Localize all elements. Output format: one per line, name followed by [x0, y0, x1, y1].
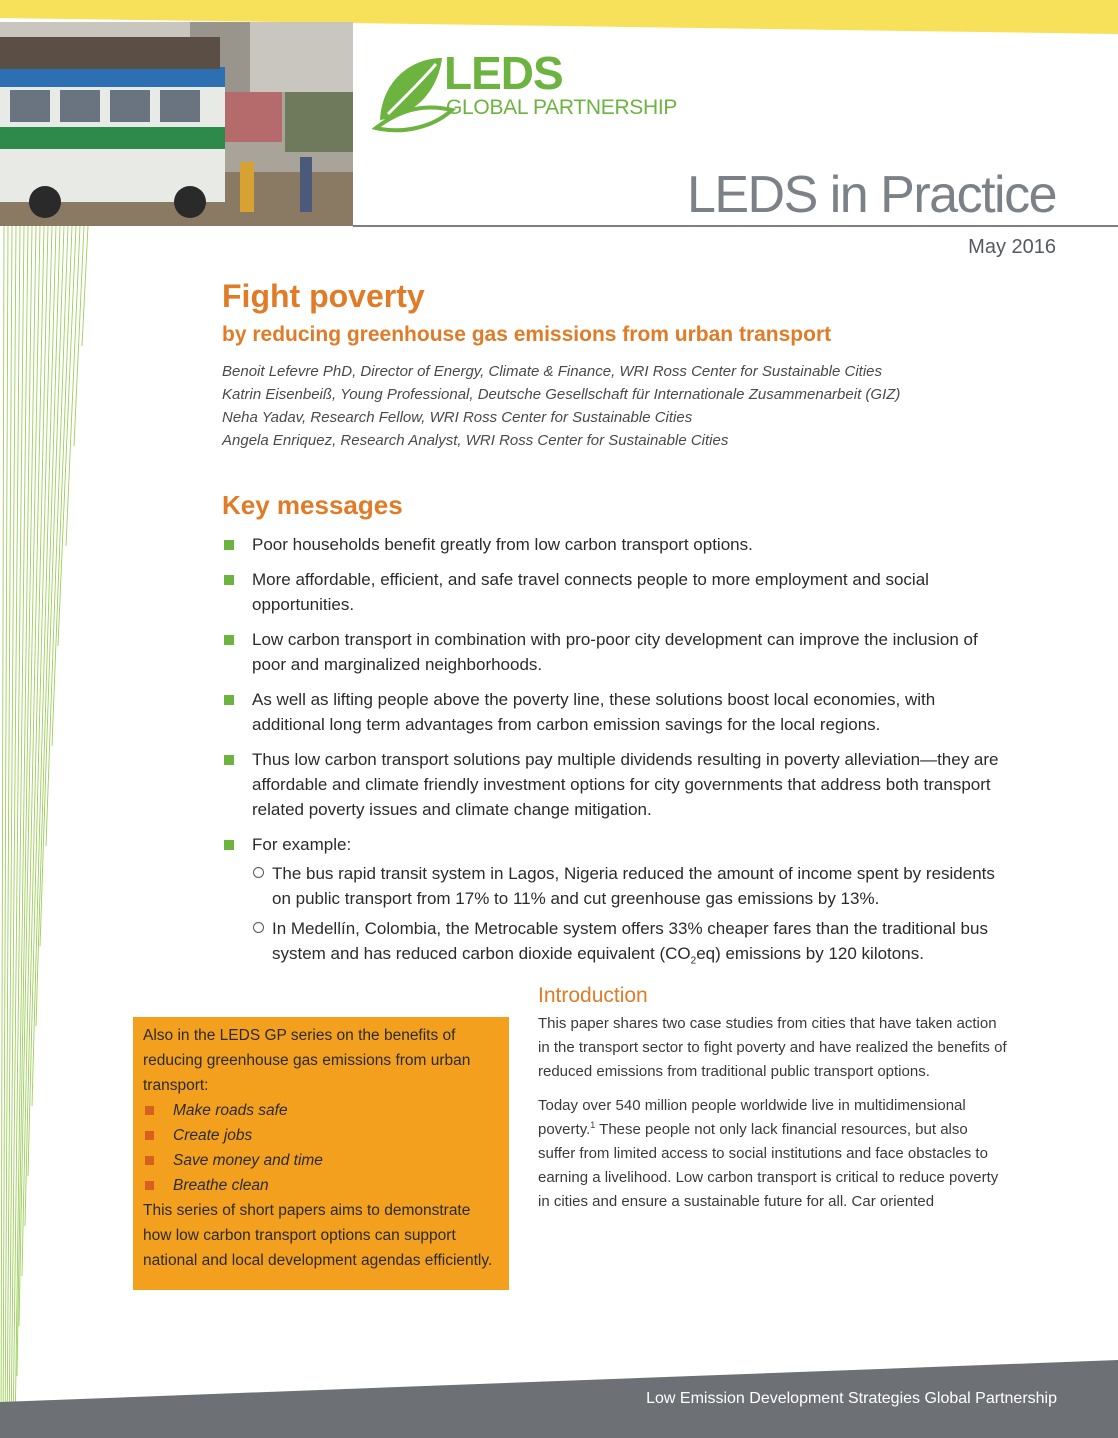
list-item: As well as lifting people above the poverty line, these solutions boost local economies, with additional long term advantages from carbon emission savings for the local regions.: [222, 687, 1012, 737]
orange-bullet-icon: [145, 1131, 154, 1140]
green-bullet-icon: [224, 635, 234, 645]
author-line: Katrin Eisenbeiß, Young Professional, Deutsche Gesellschaft für Internationale Zusammenarbeit (GIZ): [222, 386, 901, 403]
logo-subtitle: GLOBAL PARTNERSHIP: [446, 96, 678, 119]
circle-bullet-icon: [253, 922, 264, 933]
author-line: Neha Yadav, Research Fellow, WRI Ross Center for Sustainable Cities: [222, 409, 693, 426]
author-line: Angela Enriquez, Research Analyst, WRI Ross Center for Sustainable Cities: [222, 432, 729, 449]
logo-wordmark: LEDS: [444, 47, 563, 99]
example-item-lagos: The bus rapid transit system in Lagos, Nigeria reduced the amount of income spent by residents on public transport from 17% to 11% and cut greenhouse gas emissions by 13%.: [222, 861, 1012, 911]
introduction-heading: Introduction: [538, 984, 648, 1007]
list-item: Thus low carbon transport solutions pay multiple dividends resulting in poverty alleviation—they are affordable and climate friendly investment options for city governments that address both transport related poverty issues and climate change mitigation.: [222, 747, 1012, 822]
author-line: Benoit Lefevre PhD, Director of Energy, Climate & Finance, WRI Ross Center for Sustainable Cities: [222, 363, 882, 380]
introduction-body: [538, 1012, 1008, 1224]
list-item: More affordable, efficient, and safe travel connects people to more employment and social opportunities.: [222, 567, 1012, 617]
circle-bullet-icon: [253, 867, 264, 878]
series-callout-box: [133, 1017, 509, 1290]
key-messages-list: [222, 532, 1012, 971]
author-list: [222, 360, 900, 452]
list-item: Low carbon transport in combination with pro-poor city development can improve the inclusion of poor and marginalized neighborhoods.: [222, 627, 1012, 677]
series-item-roads: Make roads safe: [143, 1098, 499, 1123]
green-bullet-icon: [224, 840, 234, 850]
bus-photo: [0, 22, 353, 226]
document-title: Fight poverty: [222, 278, 425, 314]
orange-bullet-icon: [145, 1106, 154, 1115]
publication-date: May 2016: [968, 236, 1056, 258]
orange-bullet-icon: [145, 1181, 154, 1190]
footnote-ref[interactable]: 1: [590, 1120, 596, 1130]
orange-bullet-icon: [145, 1156, 154, 1165]
list-item: Poor households benefit greatly from low carbon transport options.: [222, 532, 1012, 557]
green-bullet-icon: [224, 755, 234, 765]
green-bullet-icon: [224, 575, 234, 585]
series-item-money: Save money and time: [143, 1148, 499, 1173]
paragraph: Today over 540 million people worldwide live in multidimensional poverty.$^1$ These people not only lack financial resources, but also suffer from limited access to social institutions and face obstacles to earning a livelihood. Low carbon transport is critical to reduce poverty in cities and ensure a sustainable future for all. Car oriented: [538, 1097, 999, 1210]
series-title: LEDS in Practice: [686, 166, 1056, 224]
decorative-green-lines: [0, 226, 100, 1438]
green-bullet-icon: [224, 540, 234, 550]
list-item: For example:: [222, 832, 1012, 857]
key-messages-heading: Key messages: [222, 490, 403, 520]
callout-outro: This series of short papers aims to demonstrate how low carbon transport options can support national and local development agendas efficiently.: [143, 1202, 493, 1269]
header-divider: [353, 225, 1118, 227]
example-item-medellin: In Medellín, Colombia, the Metrocable system offers 33% cheaper fares than the traditional bus system and has reduced carbon dioxide equivalent $(CO_2eq)$ emissions by 120 kilotons.: [222, 916, 1012, 966]
callout-intro: Also in the LEDS GP series on the benefits of reducing greenhouse gas emissions from urban transport:: [143, 1027, 471, 1094]
footer-text: Low Emission Development Strategies Global Partnership: [646, 1390, 1057, 1407]
document-subtitle: by reducing greenhouse gas emissions from urban transport: [222, 323, 832, 346]
green-bullet-icon: [224, 695, 234, 705]
series-item-jobs: Create jobs: [143, 1123, 499, 1148]
paragraph: This paper shares two case studies from cities that have taken action in the transport sector to fight poverty and have realized the benefits of reduced emissions from traditional public transport options.: [538, 1015, 1007, 1080]
series-item-clean: Breathe clean: [143, 1173, 499, 1198]
